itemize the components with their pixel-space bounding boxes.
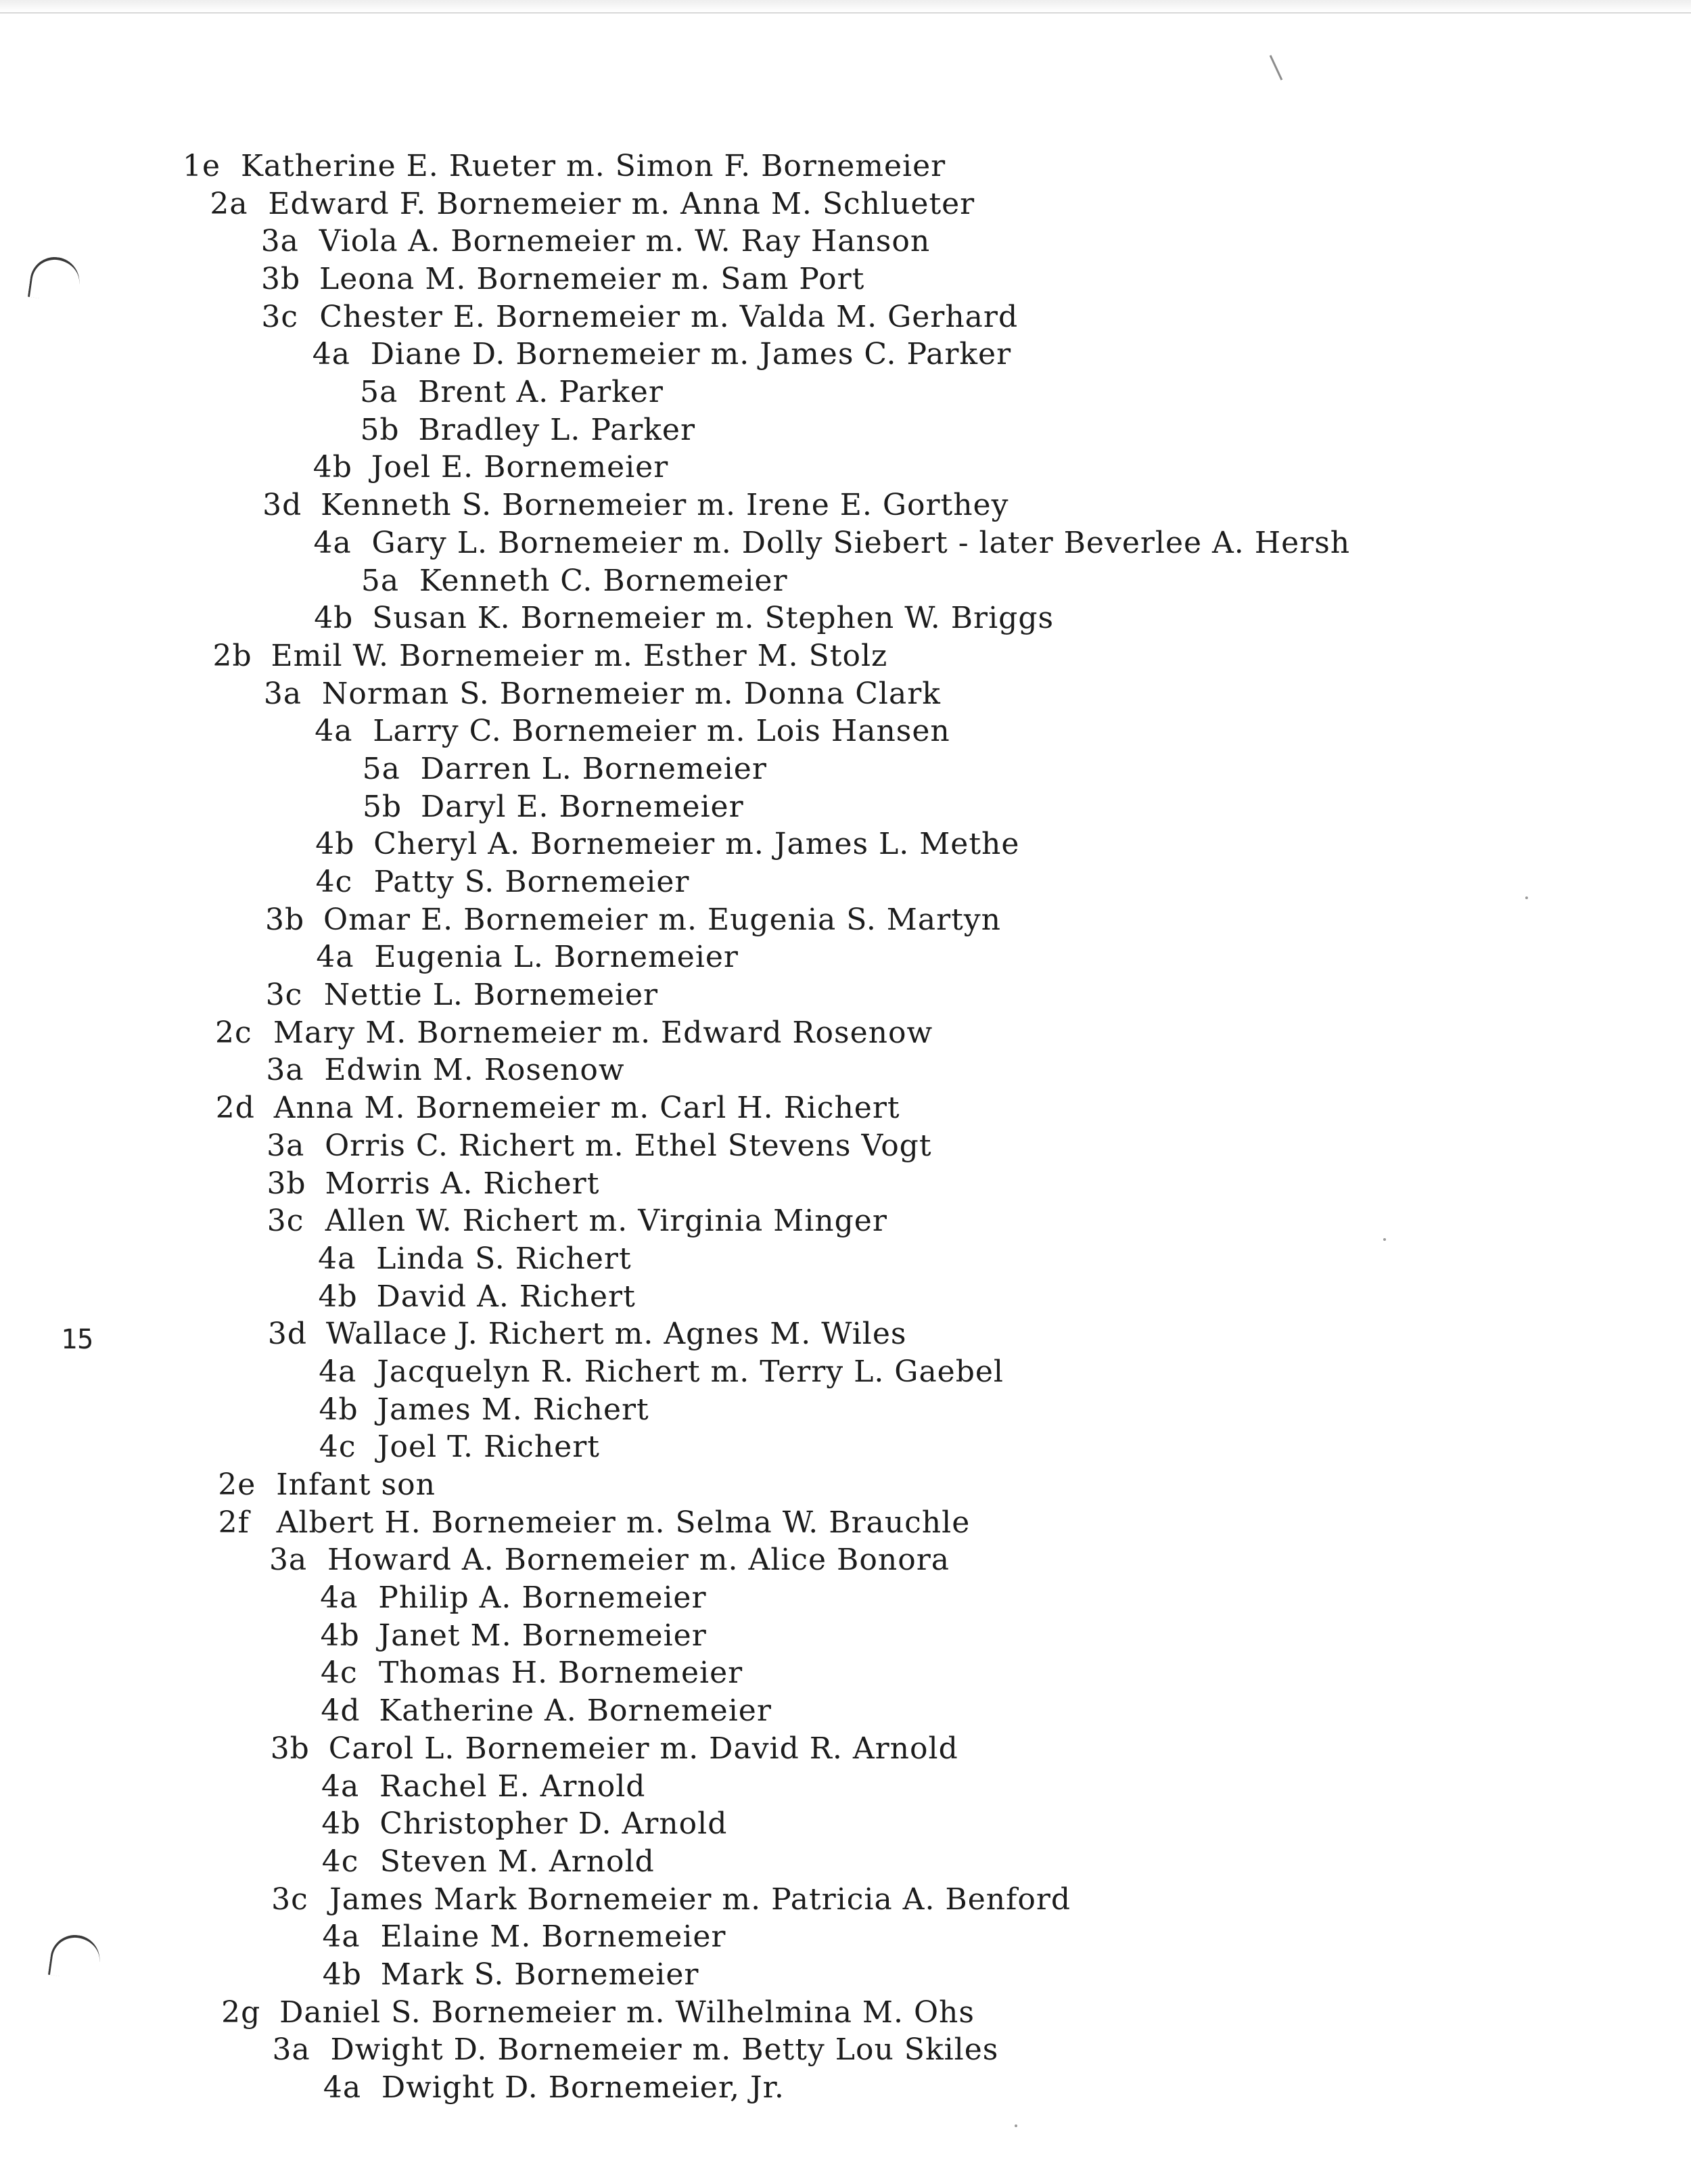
genealogy-entry xyxy=(213,637,888,675)
genealogy-entry xyxy=(363,750,767,788)
entry-name: Morris A. Richert xyxy=(325,1166,600,1201)
entry-name: Thomas H. Bornemeier xyxy=(379,1656,743,1691)
scan-speck xyxy=(1525,896,1528,899)
genealogy-entry xyxy=(273,2031,999,2069)
entry-name: Norman S. Bornemeier m. Donna Clark xyxy=(321,676,941,711)
entry-name: Edward F. Bornemeier m. Anna M. Schlueter xyxy=(268,186,975,221)
entry-name: Diane D. Bornemeier m. James C. Parker xyxy=(370,337,1012,372)
scan-top-edge xyxy=(0,0,1691,14)
entry-code: 2b xyxy=(212,638,252,673)
entry-code: 3d xyxy=(267,1317,308,1352)
entry-name: Wallace J. Richert m. Agnes M. Wiles xyxy=(325,1317,907,1352)
entry-name: Daniel S. Bornemeier m. Wilhelmina M. Ohs xyxy=(279,1995,975,2030)
genealogy-entry xyxy=(218,1504,971,1542)
entry-name: Christopher D. Arnold xyxy=(379,1806,728,1842)
entry-code: 4b xyxy=(319,1392,358,1427)
genealogy-entry xyxy=(216,1089,900,1127)
entry-code: 4a xyxy=(320,1580,358,1616)
entry-name: Susan K. Bornemeier m. Stephen W. Briggs xyxy=(372,601,1055,636)
page-number: 15 xyxy=(61,1324,94,1355)
entry-name: James Mark Bornemeier m. Patricia A. Benford xyxy=(329,1882,1071,1917)
entry-code: 3c xyxy=(261,299,299,334)
entry-code: 4a xyxy=(319,1354,357,1389)
genealogy-entry xyxy=(218,1466,436,1504)
entry-code: 2f xyxy=(218,1505,250,1540)
genealogy-entry xyxy=(221,1994,975,2032)
entry-code: 4c xyxy=(315,865,353,900)
entry-code: 3a xyxy=(266,1053,304,1088)
genealogy-entry xyxy=(267,1127,931,1165)
entry-code: 2e xyxy=(218,1468,256,1503)
entry-code: 5b xyxy=(362,789,402,824)
genealogy-entry xyxy=(315,825,1019,863)
stray-pen-mark xyxy=(1270,55,1283,81)
genealogy-entry xyxy=(321,1617,707,1655)
genealogy-entry xyxy=(319,1278,636,1316)
genealogy-entry xyxy=(262,486,1009,524)
genealogy-entry xyxy=(314,599,1054,637)
genealogy-entry xyxy=(312,336,1011,373)
entry-name: Daryl E. Bornemeier xyxy=(420,789,744,824)
genealogy-entry xyxy=(319,1353,1004,1391)
genealogy-entry xyxy=(321,1692,772,1730)
entry-code: 3c xyxy=(271,1882,308,1917)
genealogy-entry xyxy=(313,449,668,486)
entry-name: Nettie L. Bornemeier xyxy=(323,978,659,1013)
entry-code: 4c xyxy=(321,1844,359,1879)
scan-speck xyxy=(1383,1238,1386,1241)
entry-code: 4b xyxy=(314,601,354,636)
genealogy-entry xyxy=(314,524,1351,562)
entry-code: 3b xyxy=(267,1166,306,1201)
genealogy-entry xyxy=(322,1843,655,1881)
entry-code: 5b xyxy=(360,412,400,447)
entry-name: Emil W. Bornemeier m. Esther M. Stolz xyxy=(271,638,888,673)
entry-name: Brent A. Parker xyxy=(418,375,664,410)
genealogy-entry xyxy=(271,1730,958,1768)
genealogy-entry xyxy=(266,1051,624,1089)
entry-code: 3a xyxy=(272,2032,310,2068)
genealogy-entry xyxy=(268,1315,907,1353)
genealogy-entry xyxy=(323,1956,699,1994)
entry-code: 4b xyxy=(312,450,352,485)
entry-name: Edwin M. Rosenow xyxy=(324,1053,625,1088)
genealogy-entry xyxy=(210,185,975,223)
entry-name: Bradley L. Parker xyxy=(418,412,695,447)
entry-name: Howard A. Bornemeier m. Alice Bonora xyxy=(327,1543,950,1578)
entry-code: 4a xyxy=(316,940,354,975)
entry-code: 3a xyxy=(263,676,302,711)
entry-name: Albert H. Bornemeier m. Selma W. Brauchle xyxy=(276,1505,971,1540)
entry-code: 4b xyxy=(315,827,355,862)
entry-code: 4a xyxy=(315,714,353,749)
entry-code: 4c xyxy=(319,1430,356,1465)
genealogy-entry xyxy=(363,788,744,826)
entry-name: Joel E. Bornemeier xyxy=(371,450,669,485)
entry-name: Jacquelyn R. Richert m. Terry L. Gaebel xyxy=(377,1354,1004,1389)
entry-name: Orris C. Richert m. Ethel Stevens Vogt xyxy=(325,1128,932,1163)
entry-name: Mark S. Bornemeier xyxy=(380,1957,699,1992)
genealogy-entry xyxy=(215,1014,933,1052)
entry-name: Anna M. Bornemeier m. Carl H. Richert xyxy=(273,1091,900,1126)
genealogy-entry xyxy=(319,1391,649,1429)
entry-code: 5a xyxy=(362,751,400,786)
entry-code: 1e xyxy=(183,149,221,183)
entry-name: Gary L. Bornemeier m. Dolly Siebert - later Beverlee A. Hersh xyxy=(371,525,1351,560)
genealogy-entry xyxy=(267,1165,599,1203)
genealogy-entry xyxy=(360,373,664,411)
genealogy-entry xyxy=(266,976,658,1014)
entry-code: 3a xyxy=(260,224,299,259)
entry-code: 4b xyxy=(321,1806,361,1842)
entry-code: 3b xyxy=(270,1731,310,1766)
genealogy-entry xyxy=(322,1918,726,1956)
entry-name: Rachel E. Arnold xyxy=(379,1769,646,1804)
genealogy-entry xyxy=(267,1202,887,1240)
punch-hole-top xyxy=(28,254,83,304)
entry-code: 3c xyxy=(267,1204,304,1239)
genealogy-entry xyxy=(319,1428,600,1466)
entry-name: Viola A. Bornemeier m. W. Ray Hanson xyxy=(319,224,931,259)
entry-name: Katherine A. Bornemeier xyxy=(379,1693,772,1729)
genealogy-entry xyxy=(264,675,941,713)
entry-code: 5a xyxy=(360,375,398,410)
genealogy-entry xyxy=(321,1805,727,1843)
entry-name: Elaine M. Bornemeier xyxy=(380,1919,726,1955)
entry-code: 3b xyxy=(265,902,305,937)
genealogy-entry xyxy=(261,298,1018,336)
entry-code: 4a xyxy=(318,1241,356,1276)
entry-code: 5a xyxy=(361,563,400,598)
genealogy-entry xyxy=(320,1579,706,1617)
genealogy-entry xyxy=(360,411,695,449)
entry-name: Mary M. Bornemeier m. Edward Rosenow xyxy=(273,1015,933,1050)
entry-name: Katherine E. Rueter m. Simon F. Bornemeier xyxy=(241,149,946,183)
entry-code: 4a xyxy=(313,525,352,560)
entry-name: Joel T. Richert xyxy=(377,1430,600,1465)
entry-name: Carol L. Bornemeier m. David R. Arnold xyxy=(328,1731,958,1766)
genealogy-entry xyxy=(361,562,788,600)
entry-name: David A. Richert xyxy=(376,1279,636,1314)
entry-name: Leona M. Bornemeier m. Sam Port xyxy=(319,262,865,297)
genealogy-entry xyxy=(261,260,864,298)
entry-name: Allen W. Richert m. Virginia Minger xyxy=(325,1204,887,1239)
entry-code: 3a xyxy=(269,1543,308,1578)
entry-name: Dwight D. Bornemeier m. Betty Lou Skiles xyxy=(330,2032,999,2068)
entry-code: 2c xyxy=(215,1015,252,1050)
entry-code: 4a xyxy=(323,2070,362,2105)
entry-name: Omar E. Bornemeier m. Eugenia S. Martyn xyxy=(323,902,1001,937)
entry-name: Cheryl A. Bornemeier m. James L. Methe xyxy=(373,827,1020,862)
genealogy-entry xyxy=(183,147,946,185)
entry-code: 3b xyxy=(261,262,301,297)
entry-code: 4b xyxy=(322,1957,362,1992)
entry-name: Infant son xyxy=(276,1468,436,1503)
entry-name: Kenneth C. Bornemeier xyxy=(419,563,788,598)
genealogy-entry xyxy=(315,712,950,750)
entry-code: 3a xyxy=(267,1128,305,1163)
genealogy-entry xyxy=(316,863,690,901)
entry-name: Linda S. Richert xyxy=(376,1241,632,1276)
entry-name: Chester E. Bornemeier m. Valda M. Gerhard xyxy=(319,299,1019,334)
entry-name: Dwight D. Bornemeier, Jr. xyxy=(381,2070,785,2105)
entry-code: 2a xyxy=(210,186,248,221)
genealogy-entry xyxy=(265,901,1001,939)
entry-name: Kenneth S. Bornemeier m. Irene E. Gorthey xyxy=(321,488,1009,523)
entry-name: James M. Richert xyxy=(377,1392,649,1427)
entry-name: Patty S. Bornemeier xyxy=(373,865,690,900)
entry-name: Larry C. Bornemeier m. Lois Hansen xyxy=(373,714,950,749)
genealogy-entry xyxy=(321,1654,743,1692)
entry-code: 4b xyxy=(320,1618,360,1653)
genealogy-entry xyxy=(269,1541,950,1579)
genealogy-entry xyxy=(261,223,931,260)
entry-name: Philip A. Bornemeier xyxy=(378,1580,707,1616)
entry-code: 3c xyxy=(265,978,303,1013)
genealogy-entry xyxy=(323,2069,785,2107)
genealogy-entry xyxy=(318,1240,632,1278)
entry-name: Steven M. Arnold xyxy=(379,1844,655,1879)
entry-name: Eugenia L. Bornemeier xyxy=(374,940,739,975)
entry-code: 4b xyxy=(318,1279,358,1314)
entry-name: Darren L. Bornemeier xyxy=(420,751,767,786)
entry-code: 4a xyxy=(321,1769,360,1804)
entry-code: 4c xyxy=(321,1656,358,1691)
entry-code: 4a xyxy=(322,1919,361,1955)
genealogy-entry xyxy=(316,938,739,976)
genealogy-entry xyxy=(271,1881,1071,1919)
punch-hole-bottom xyxy=(48,1932,103,1982)
scan-speck xyxy=(1015,2124,1017,2127)
entry-code: 4d xyxy=(321,1693,361,1729)
entry-code: 4a xyxy=(312,337,350,372)
entry-code: 2g xyxy=(221,1995,261,2030)
genealogy-entry xyxy=(321,1768,645,1806)
entry-code: 3d xyxy=(262,488,302,523)
entry-code: 2d xyxy=(215,1091,255,1126)
entry-name: Janet M. Bornemeier xyxy=(378,1618,707,1653)
